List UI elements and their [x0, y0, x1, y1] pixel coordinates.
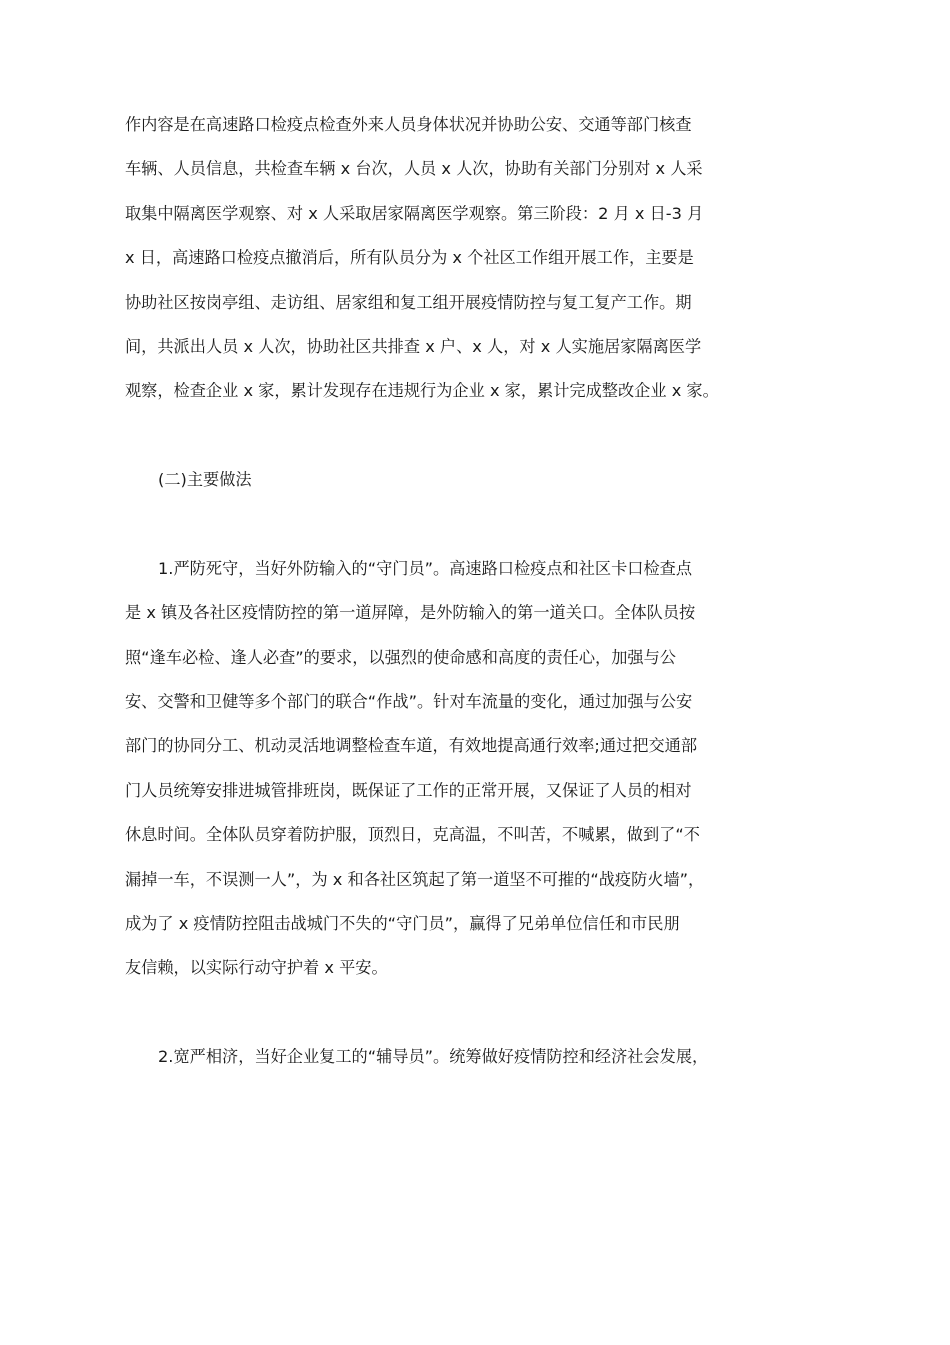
text-line: 2.宽严相济，当好企业复工的“辅导员”。统筹做好疫情防控和经济社会发展，	[158, 1047, 709, 1067]
text-line: 协助社区按岗亭组、走访组、居家组和复工组开展疫情防控与复工复产工作。期	[125, 292, 692, 312]
section-heading: (二)主要做法	[158, 470, 252, 490]
text-line: 漏掉一车，不误测一人”，为 x 和各社区筑起了第一道坚不可摧的“战疫防火墙”，	[125, 869, 705, 889]
text-line: 取集中隔离医学观察、对 x 人采取居家隔离医学观察。第三阶段：2 月 x 日-3 月	[125, 203, 704, 223]
paragraph-enterprise-resumption	[125, 1035, 727, 1079]
document-body	[125, 103, 727, 1080]
text-line: 休息时间。全体队员穿着防护服，顶烈日，克高温，不叫苦，不喊累，做到了“不	[125, 825, 700, 845]
text-line: 安、交警和卫健等多个部门的联合“作战”。针对车流量的变化，通过加强与公安	[125, 692, 693, 712]
text-line: 照“逢车必检、逢人必查”的要求，以强烈的使命感和高度的责任心，加强与公	[125, 647, 676, 667]
text-line: 间，共派出人员 x 人次，协助社区共排查 x 户、x 人，对 x 人实施居家隔离医学	[125, 336, 702, 356]
text-line: 部门的协同分工、机动灵活地调整检查车道，有效地提高通行效率;通过把交通部	[125, 736, 698, 756]
text-line: 车辆、人员信息，共检查车辆 x 台次，人员 x 人次，协助有关部门分别对 x 人采	[125, 159, 703, 179]
text-line: 作内容是在高速路口检疫点检查外来人员身体状况并协助公安、交通等部门核查	[125, 115, 692, 134]
paragraph-gap	[125, 414, 727, 458]
text-line: 1.严防死守，当好外防输入的“守门员”。高速路口检疫点和社区卡口检查点	[158, 558, 693, 578]
text-line: 友信赖，以实际行动守护着 x 平安。	[125, 958, 388, 978]
text-line: x 日，高速路口检疫点撤消后，所有队员分为 x 个社区工作组开展工作，主要是	[125, 248, 694, 268]
text-line: 门人员统筹安排进城管排班岗，既保证了工作的正常开展，又保证了人员的相对	[125, 780, 692, 800]
text-line: 观察，检查企业 x 家，累计发现存在违规行为企业 x 家，累计完成整改企业 x 家。	[125, 381, 719, 401]
paragraph-gap	[125, 991, 727, 1035]
text-line: 成为了 x 疫情防控阻击战城门不失的“守门员”，赢得了兄弟单位信任和市民朋	[125, 914, 680, 934]
paragraph-gap	[125, 503, 727, 547]
paragraph-gatekeeper	[125, 547, 727, 991]
text-line: 是 x 镇及各社区疫情防控的第一道屏障，是外防输入的第一道关口。全体队员按	[125, 603, 696, 623]
paragraph-work-stages	[125, 103, 727, 414]
